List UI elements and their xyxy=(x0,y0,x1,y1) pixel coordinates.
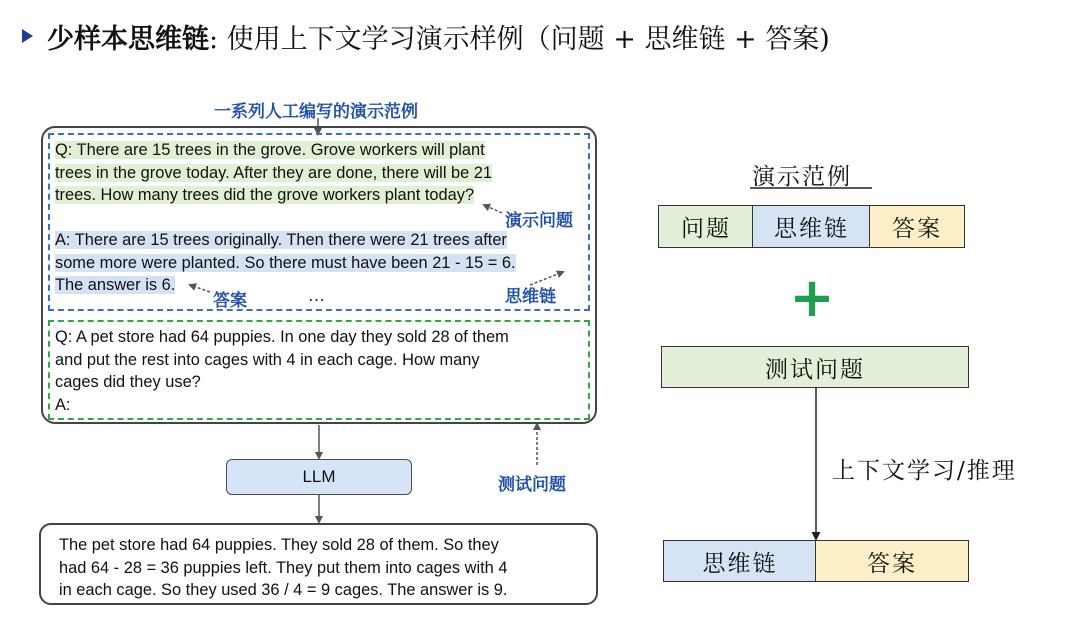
ellipsis: … xyxy=(308,286,325,306)
output-line: The pet store had 64 puppies. They sold 28 of them. So they xyxy=(59,536,499,554)
test-line: Q: A pet store had 64 puppies. In one day they sold 28 of them xyxy=(55,328,509,346)
output-line: in each cage. So they used 36 / 4 = 9 cages. The answer is 9. xyxy=(59,581,508,599)
demo-question-line: trees in the grove today. After they are done, there will be 21 xyxy=(55,163,493,182)
demo-answer-line: A: There are 15 trees originally. Then there were 21 trees after xyxy=(55,231,507,249)
process-label: 上下文学习/推理 xyxy=(832,458,1017,484)
llm-box: LLM xyxy=(226,459,412,495)
test-line: and put the rest into cages with 4 in each cage. How many xyxy=(55,350,480,369)
manual-examples-label: 一系列人工编写的演示范例 xyxy=(214,102,418,122)
test-question-text xyxy=(55,326,581,416)
title-rest: : 使用上下文学习演示样例（问题 + 思维链 + 答案) xyxy=(209,23,830,55)
test-question-label: 测试问题 xyxy=(498,475,566,495)
cot-label: 思维链 xyxy=(505,287,556,307)
demo-question-text xyxy=(55,139,581,207)
plus-icon: + xyxy=(789,266,835,329)
title-bold: 少样本思维链 xyxy=(47,23,209,55)
test-line: cages did they use? xyxy=(55,373,201,391)
output-box xyxy=(39,523,598,605)
demo-question-line: Q: There are 15 trees in the grove. Grove workers will plant xyxy=(55,141,485,159)
answer-label: 答案 xyxy=(213,291,247,311)
demo-question-line: trees. How many trees did the grove workers plant today? xyxy=(55,186,475,204)
demo-answer-line: some more were planted. So there must have been 21 - 15 = 6. xyxy=(55,253,516,272)
result-cell-answer: 答案 xyxy=(815,540,969,582)
demo-answer-line: The answer is 6. xyxy=(55,276,176,294)
demo-cell-cot: 思维链 xyxy=(752,205,871,248)
result-cell-cot: 思维链 xyxy=(663,540,817,582)
demo-cell-answer: 答案 xyxy=(869,205,965,248)
demo-examples-title: 演示范例 xyxy=(752,164,852,190)
test-question-cell: 测试问题 xyxy=(661,346,969,388)
demo-cell-question: 问题 xyxy=(658,205,754,248)
output-line: had 64 - 28 = 36 puppies left. They put them into cages with 4 xyxy=(59,558,508,577)
test-line: A: xyxy=(55,395,71,414)
demo-question-label: 演示问题 xyxy=(505,211,573,231)
